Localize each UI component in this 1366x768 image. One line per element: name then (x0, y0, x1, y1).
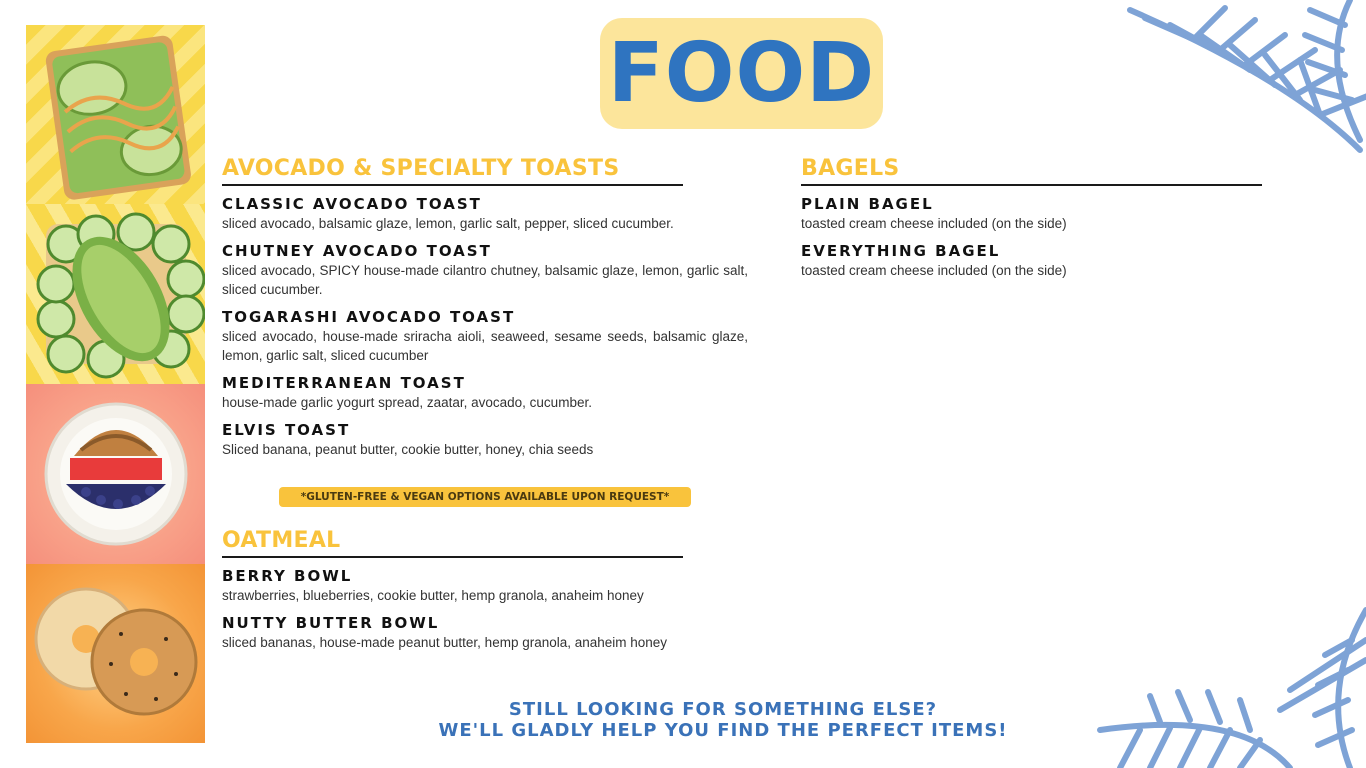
palm-leaf-top-icon (1090, 0, 1366, 160)
menu-item-name: BERRY BOWL (222, 567, 353, 585)
bagels-photo (26, 564, 205, 743)
menu-item-name: ELVIS TOAST (222, 421, 351, 439)
menu-item-name: CLASSIC AVOCADO TOAST (222, 195, 482, 213)
section-divider (222, 556, 683, 558)
cucumber-avocado-toast-photo (26, 204, 205, 384)
menu-item-desc: strawberries, blueberries, cookie butter, hemp granola, anaheim honey (222, 588, 644, 603)
berry-bowl-photo (26, 384, 205, 564)
menu-item-desc: sliced avocado, house-made sriracha aioli, seaweed, sesame seeds, balsamic glaze, lemon, garlic salt, sliced cucumber (222, 329, 748, 363)
title-badge (600, 18, 883, 129)
menu-item-desc: Sliced banana, peanut butter, cookie butter, honey, chia seeds (222, 442, 594, 457)
menu-item-name: TOGARASHI AVOCADO TOAST (222, 308, 516, 326)
footer-line-1: STILL LOOKING FOR SOMETHING ELSE? (508, 699, 938, 720)
oatmeal-section (222, 528, 748, 652)
menu-item-name: MEDITERRANEAN TOAST (222, 374, 466, 392)
menu-item-desc: house-made garlic yogurt spread, zaatar, avocado, cucumber. (222, 395, 592, 410)
section-heading-bagels: BAGELS (801, 156, 900, 181)
menu-item-desc: sliced bananas, house-made peanut butter, hemp granola, anaheim honey (222, 635, 668, 650)
section-heading-toasts: AVOCADO & SPECIALTY TOASTS (222, 156, 620, 181)
footer-message (420, 699, 1026, 741)
toasts-section (222, 156, 748, 459)
menu-item-name: NUTTY BUTTER BOWL (222, 614, 440, 632)
section-divider (222, 184, 683, 186)
menu-item-name: CHUTNEY AVOCADO TOAST (222, 242, 492, 260)
menu-item-desc: toasted cream cheese included (on the side) (801, 216, 1067, 231)
bagels-section (801, 156, 1262, 280)
dietary-note-badge: *GLUTEN-FREE & VEGAN OPTIONS AVAILABLE UPON REQUEST* (279, 487, 691, 507)
section-divider (801, 184, 1262, 186)
menu-item-desc: toasted cream cheese included (on the side) (801, 263, 1067, 278)
avocado-toast-photo (26, 25, 205, 204)
page-title: FOOD (607, 26, 876, 121)
section-heading-oatmeal: OATMEAL (222, 528, 341, 553)
palm-leaf-bottom-icon (1090, 600, 1366, 768)
menu-item-name: PLAIN BAGEL (801, 195, 934, 213)
menu-item-desc: sliced avocado, SPICY house-made cilantro chutney, balsamic glaze, lemon, garlic salt, sliced cucumber. (222, 263, 748, 297)
menu-item-name: EVERYTHING BAGEL (801, 242, 1001, 260)
footer-line-2: WE'LL GLADLY HELP YOU FIND THE PERFECT ITEMS! (438, 720, 1008, 741)
menu-item-desc: sliced avocado, balsamic glaze, lemon, garlic salt, pepper, sliced cucumber. (222, 216, 674, 231)
